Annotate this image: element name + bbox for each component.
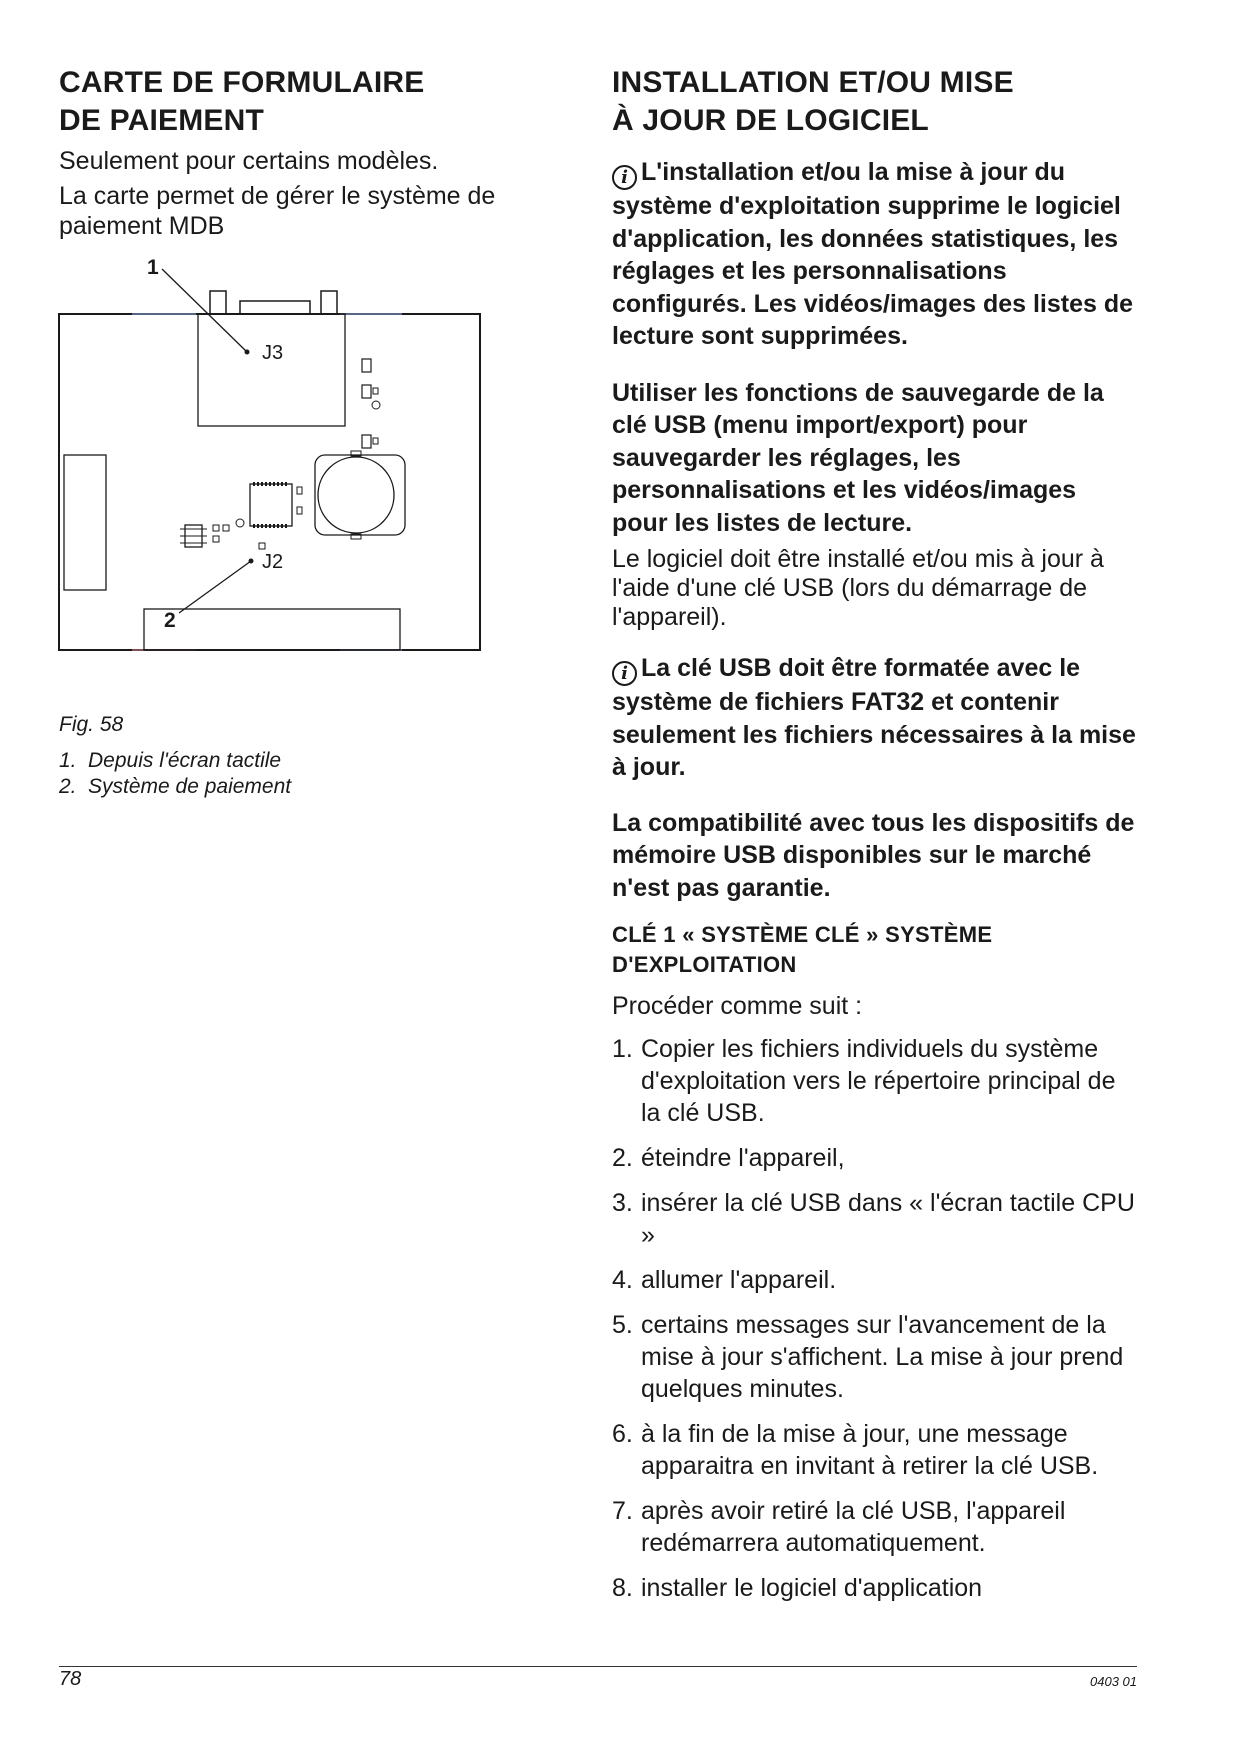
- usb-install-note: Le logiciel doit être installé et/ou mis à jour à l'aide d'une clé USB (lors du démarrage de l'appareil).: [612, 545, 1104, 631]
- right-column: [612, 64, 1137, 1617]
- list-item: 6. à la fin de la mise à jour, une message apparaitra en invitant à retirer la clé USB.: [612, 1420, 1099, 1480]
- left-column: [59, 64, 539, 241]
- subheading-line-2: D'EXPLOITATION: [612, 952, 797, 977]
- connector-label-j3: J3: [262, 342, 284, 364]
- list-item: 1. Copier les fichiers individuels du système d'exploitation vers le répertoire principal de la clé USB.: [612, 1035, 1116, 1127]
- title-line-2: À JOUR DE LOGICIEL: [612, 104, 929, 137]
- info-circle-icon: i: [612, 165, 637, 190]
- procedure-steps: [612, 1033, 1137, 1604]
- warning-erase-note: [612, 156, 1137, 353]
- footer-divider: [59, 1666, 1137, 1667]
- warning-format-note: [612, 652, 1137, 784]
- callout-number-2: 2: [164, 609, 176, 632]
- figure-caption-block: [59, 712, 479, 800]
- legend-item: 1. Depuis l'écran tactile: [59, 749, 282, 772]
- section-title-software-install: [612, 64, 1137, 140]
- list-item: 7. après avoir retiré la clé USB, l'appareil redémarrera automatiquement.: [612, 1497, 1066, 1557]
- list-item: 2. éteindre l'appareil,: [612, 1144, 845, 1172]
- info-circle-icon: i: [612, 661, 637, 686]
- backup-note: Utiliser les fonctions de sauvegarde de la clé USB (menu import/export) pour sauvegarder les réglages, les personnalisations et les vidéos/images pour les listes de lecture.: [612, 378, 1104, 537]
- list-item: 4. allumer l'appareil.: [612, 1266, 837, 1294]
- figure-caption: Fig. 58: [59, 713, 124, 736]
- connector-label-j2: J2: [262, 551, 284, 573]
- warning-format-text: La clé USB doit être formatée avec le système de fichiers FAT32 et contenir seulement les fichiers nécessaires à la mise à jour.: [612, 654, 1136, 781]
- list-item: 3. insérer la clé USB dans « l'écran tactile CPU »: [612, 1189, 1135, 1249]
- subsection-heading: [612, 920, 1137, 980]
- title-line-1: CARTE DE FORMULAIRE: [59, 66, 425, 99]
- title-line-1: INSTALLATION ET/OU MISE: [612, 66, 1014, 99]
- list-item: 5. certains messages sur l'avancement de la mise à jour s'affichent. La mise à jour prend quelques minutes.: [612, 1311, 1124, 1403]
- procedure-intro: Procéder comme suit :: [612, 992, 863, 1020]
- payment-board-diagram: [50, 255, 490, 700]
- page-number: 78: [59, 1668, 82, 1690]
- document-code: 0403 01: [1090, 1674, 1137, 1689]
- board-description: La carte permet de gérer le système de paiement MDB: [59, 182, 496, 240]
- section-title-payment-board: [59, 64, 539, 140]
- figure-legend: [59, 748, 479, 800]
- legend-item: 2. Système de paiement: [59, 775, 292, 798]
- title-line-2: DE PAIEMENT: [59, 104, 264, 137]
- subheading-line-1: CLÉ 1 « SYSTÈME CLÉ » SYSTÈME: [612, 922, 993, 947]
- callout-number-1: 1: [147, 256, 159, 279]
- compatibility-note: La compatibilité avec tous les dispositifs de mémoire USB disponibles sur le marché n'est pas garantie.: [612, 808, 1135, 902]
- models-note: Seulement pour certains modèles.: [59, 147, 439, 175]
- warning-erase-text: L'installation et/ou la mise à jour du système d'exploitation supprime le logiciel d'application, les données statistiques, les réglages et les personnalisations configurés. Les vidéos/images des listes de lecture sont supprimées.: [612, 158, 1134, 350]
- list-item: 8. installer le logiciel d'application: [612, 1574, 983, 1602]
